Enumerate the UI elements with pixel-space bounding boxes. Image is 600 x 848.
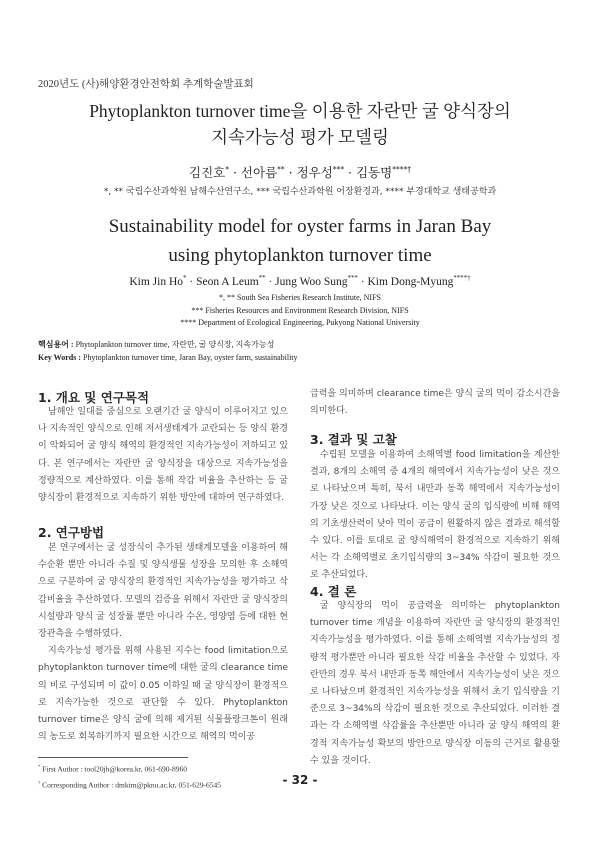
keywords-ko-label: 핵심용어 : bbox=[38, 340, 76, 349]
section-4-body bbox=[310, 598, 560, 770]
author-en-4: Kim Dong-Myung bbox=[367, 275, 454, 288]
section-2-paragraph-1 bbox=[38, 540, 288, 643]
title-english-line1: Sustainability model for oyster farms in Jaran Bay bbox=[108, 216, 492, 237]
keywords-ko-text: Phytoplankton turnover time, 자란만, 굴 양식장, 지속가능성 bbox=[75, 340, 275, 349]
footnote-1-text: First Author : tool20jh@korea.kr, 061-690-8960 bbox=[42, 764, 188, 774]
keywords-block bbox=[38, 338, 298, 364]
section-3-text: 수립된 모델을 이용하여 소해역별 food limitation을 계산한 결과, 8개의 소해역 중 4개의 해역에서 지속가능성이 낮은 것으로 나타났으며 특히, 북서 내만과 동쪽 해역에서 지속가능성이 가장 낮은 것으로 나타났다. 이는 양식 굴의 입식량에 비해 해역의 기초생산력이 낮아 먹이 공급이 원활하지 않은 결과로 해석할 수 있다. 이를 토대로 굴 양식해역이 환경적으로 지속하기 위해서는 각 소해역별로 초기입식량의 3~34% 삭감이 필요한 것으로 추산되었다. bbox=[310, 450, 560, 581]
author-ko-1-mark: * bbox=[225, 164, 229, 174]
keywords-en-label: Key Words : bbox=[38, 353, 83, 362]
affiliation-korean: *, ** 국립수산과학원 남해수산연구소, *** 국립수산과학원 어장환경과, **** 부경대학교 생태공학과 bbox=[103, 187, 497, 197]
footnote-2-mark: † bbox=[38, 779, 41, 785]
author-ko-2: 선아름 bbox=[240, 165, 278, 180]
section-2-paragraph-2 bbox=[38, 643, 288, 746]
section-2-text-1: 본 연구에서는 굴 성장식이 추가된 생태계모델을 이용하여 해수순환 뿐만 아니라 수질 및 양식생물 성장을 모의한 후 소해역으로 구분하여 굴 양식장의 환경적인 지속가능성을 평가하고 삭감비율을 추산하였다. 모델의 검증을 위해서 자란만 굴 양식장의 시설량과 양식 굴 성장률 뿐만 아니라 수온, 영양염 등에 대한 현장관측을 수행하였다. bbox=[38, 543, 288, 640]
title-korean bbox=[0, 98, 600, 150]
author-separator: · bbox=[265, 275, 276, 288]
section-2-text-2: 지속가능성 평가를 위해 사용된 지수는 food limitation으로 phytoplankton turnover time에 대한 굴의 clearance time의 비로 구성되며 이 값이 0.05 이하일 때 굴 양식장이 환경적으로 지속가능한 것으로 판단할 수 있다. Phytoplankton turnover time은 양식 굴에 의해 제거된 식물플랑크톤이 원래의 농도로 회복하기까지 필요한 시간으로 해역의 먹이공 bbox=[38, 646, 288, 743]
author-separator: · bbox=[186, 275, 197, 288]
author-en-1: Kim Jin Ho bbox=[129, 275, 184, 288]
author-ko-3-mark: *** bbox=[332, 164, 345, 174]
conference-header: 2020년도 (사)해양환경안전학회 추계학술발표회 bbox=[38, 79, 254, 90]
footnote-divider bbox=[38, 757, 188, 758]
author-en-2-mark: ** bbox=[258, 275, 266, 282]
section-4-title: 4. 결 론 bbox=[310, 584, 357, 599]
affiliation-en-line2: *** Fisheries Resources and Environment Research Division, NIFS bbox=[191, 305, 409, 315]
section-2-body bbox=[38, 540, 288, 746]
section-1-text: 남해안 일대를 중심으로 오랜기간 굴 양식이 이루어지고 있으나 지속적인 양식으로 인해 저서생태계가 교란되는 등 양식 환경이 악화되어 굴 양식 해역의 환경적인 지속가능성이 저하되고 있다. 본 연구에서는 자란만 굴 양식장을 대상으로 지속가능성을 정량적으로 계산하였다. 이를 통해 작감 비율을 추산하는 등 굴 양식장이 환경적으로 지속하기 위한 방안에 대하여 연구하였다. bbox=[38, 407, 288, 504]
page-number: - 32 - bbox=[282, 773, 318, 787]
section-3-title: 3. 결과 및 고찰 bbox=[310, 432, 397, 447]
section-3-body bbox=[310, 447, 560, 585]
authors-english bbox=[0, 275, 600, 288]
author-separator: · bbox=[284, 165, 297, 180]
author-separator: · bbox=[229, 165, 241, 180]
section-2-title: 2. 연구방법 bbox=[38, 525, 105, 540]
keywords-english bbox=[38, 351, 298, 364]
author-ko-3: 정우성 bbox=[296, 165, 333, 180]
keywords-korean bbox=[38, 338, 298, 351]
section-2-continued: 급력을 의미하며 clearance time은 양식 굴의 먹이 감소시간을 의미한다. bbox=[310, 389, 560, 417]
affiliation-en-line3: **** Department of Ecological Engineering, Pukyong National University bbox=[180, 318, 420, 327]
title-english bbox=[0, 212, 600, 270]
affiliation-english bbox=[0, 292, 600, 330]
affiliation-en-line1: *, ** South Sea Fisheries Research Institute, NIFS bbox=[219, 293, 381, 302]
author-ko-1: 김진호 bbox=[189, 165, 226, 180]
title-english-line2: using phytoplankton turnover time bbox=[168, 245, 432, 266]
section-1-body bbox=[38, 404, 288, 507]
section-1-title: 1. 개요 및 연구목적 bbox=[38, 390, 150, 405]
author-en-4-mark: ****† bbox=[453, 275, 471, 282]
author-en-3: Jung Woo Sung bbox=[275, 275, 348, 288]
authors-korean bbox=[0, 163, 600, 181]
footnote-1-mark: * bbox=[38, 764, 41, 769]
author-separator: · bbox=[357, 275, 368, 288]
title-korean-line2: 지속가능성 평가 모델링 bbox=[211, 127, 389, 147]
author-separator: · bbox=[344, 165, 356, 180]
author-en-1-mark: * bbox=[183, 275, 187, 282]
author-en-3-mark: *** bbox=[347, 275, 358, 282]
author-ko-2-mark: ** bbox=[277, 164, 285, 174]
author-ko-4-mark: ****† bbox=[392, 164, 411, 174]
title-korean-line1: Phytoplankton turnover time을 이용한 자란만 굴 양식장의 bbox=[89, 101, 511, 121]
keywords-en-text: Phytoplankton turnover time, Jaran Bay, oyster farm, sustainability bbox=[82, 353, 298, 362]
section-4-text: 굴 양식장의 먹이 공급력을 의미하는 phytoplankton turnover time 개념을 이용하여 자란만 굴 양식장의 환경적인 지속가능성을 평가하였다. 이를 통해 소해역별 지속가능성의 정량적 평가뿐만 아니라 필요한 삭감 비율을 추산할 수 있었다. 자란만의 경우 북서 내만과 동쪽 해안에서 지속가능성이 낮은 것으로 나타났으며 환경적인 지속가능성을 위해서 초기 입식량을 기준으로 3~34%의 삭감이 필요한 것으로 추산되었다. 이러한 결과는 각 소해역별 삭감률을 추산뿐만 아니라 굴 양식 해역의 환경적 지속가능성 확보의 방안으로 양식장 이동의 근거로 활용할 수 있을 것이다. bbox=[310, 601, 560, 766]
author-en-2: Seon A Leum bbox=[196, 275, 259, 288]
author-ko-4: 김동명 bbox=[355, 165, 393, 180]
footnote-2-text: Corresponding Author : dmkim@pknu.ac.kr, 051-629-6545 bbox=[42, 780, 222, 789]
